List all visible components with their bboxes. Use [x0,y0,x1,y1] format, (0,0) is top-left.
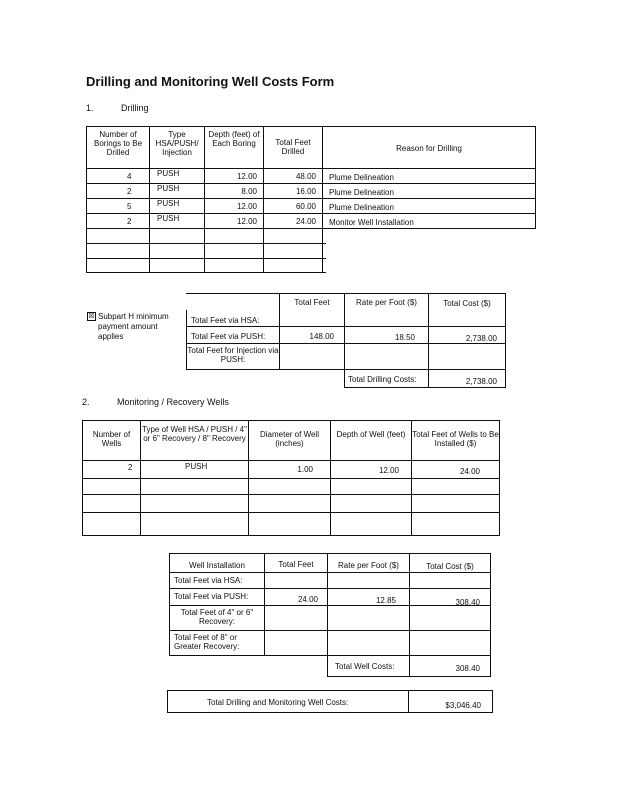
wells-cell-num: 2 [128,463,133,472]
drill-cost-feet-push: 148.00 [309,332,334,341]
drill-header-number: Number of Borings to Be Drilled [93,130,143,157]
wells-cell-type: PUSH [185,462,208,471]
drill-cell-type: PUSH [157,214,180,223]
subpart-h-checkbox[interactable]: ☒ [88,313,95,320]
total-drilling-costs-label: Total Drilling Costs: [348,375,417,384]
well-cost-feet-push: 24.00 [297,595,318,604]
drill-cost-total-push: 2,738.00 [465,334,497,343]
drill-cell-reason: Plume Delineation [329,203,394,212]
drill-cell-num: 2 [127,187,132,196]
drill-cost-label-push: Total Feet via PUSH: [191,332,266,341]
drill-cost-header-feet: Total Feet [294,298,330,307]
well-cost-header-cost: Total Cost ($) [426,562,474,571]
well-cost-header-feet: Total Feet [278,560,314,569]
drill-cell-depth: 12.00 [236,202,257,211]
wells-cell-diameter: 1.00 [297,465,313,474]
drill-cell-num: 2 [127,217,132,226]
well-cost-label-hsa: Total Feet via HSA: [174,576,243,585]
drill-cell-depth: 12.00 [236,217,257,226]
drill-header-total-feet: Total Feet Drilled [275,138,311,156]
drill-cell-reason: Plume Delineation [329,188,394,197]
drill-cell-num: 5 [127,202,132,211]
well-cost-header-installation: Well Installation [189,561,245,570]
wells-header-type: Type of Well HSA / PUSH / 4" or 6" Recovery / 8" Recovery [142,425,247,443]
well-cost-label-8: Total Feet of 8" or Greater Recovery: [174,633,240,651]
section-2-title: Monitoring / Recovery Wells [117,397,229,407]
drill-cost-header-cost: Total Cost ($) [443,299,491,308]
drill-cell-num: 4 [127,172,132,181]
wells-header-number: Number of Wells [92,430,131,448]
grand-total-label: Total Drilling and Monitoring Well Costs: [207,698,349,707]
drill-cell-depth: 12.00 [236,172,257,181]
drill-header-type: Type HSA/PUSH/ Injection [155,130,199,157]
drill-cost-label-injection: Total Feet for Injection via PUSH: [187,346,279,364]
drill-cell-total: 60.00 [295,202,316,211]
drill-cell-total: 24.00 [295,217,316,226]
drill-cost-rate-push: 18.50 [394,333,415,342]
section-1-number: 1. [86,103,94,113]
drill-header-reason: Reason for Drilling [396,144,462,153]
wells-header-diameter: Diameter of Well (inches) [260,430,319,448]
drill-cell-reason: Plume Delineation [329,173,394,182]
drill-header-depth: Depth (feet) of Each Boring [208,130,260,148]
drill-cell-type: PUSH [157,169,180,178]
well-cost-label-push: Total Feet via PUSH: [174,592,249,601]
section-1-title: Drilling [121,103,149,113]
wells-cell-total: 24.00 [459,467,480,476]
wells-header-depth: Depth of Well (feet) [336,430,406,439]
drill-cell-depth: 8.00 [241,187,257,196]
well-cost-total-push: 308.40 [455,598,480,607]
wells-cell-depth: 12.00 [378,466,399,475]
well-cost-header-rate: Rate per Foot ($) [338,561,399,570]
wells-header-total: Total Feet of Wells to Be Installed ($) [412,430,499,448]
drill-cost-label-hsa: Total Feet via HSA: [191,316,260,325]
section-2-number: 2. [82,397,90,407]
total-well-costs-value: 308.40 [455,664,480,673]
drill-cell-total: 48.00 [295,172,316,181]
subpart-h-note: Subpart H minimum payment amount applies [98,312,169,341]
total-well-costs-label: Total Well Costs: [335,662,395,671]
drill-cell-reason: Monitor Well Installation [329,218,414,227]
drill-cell-total: 16.00 [295,187,316,196]
total-drilling-costs-value: 2,738.00 [465,377,497,386]
drill-cell-type: PUSH [157,199,180,208]
grand-total-value: $3,046.40 [445,701,481,710]
well-cost-rate-push: 12.85 [375,596,396,605]
form-title: Drilling and Monitoring Well Costs Form [86,74,335,89]
drill-cost-header-rate: Rate per Foot ($) [356,298,417,307]
drill-cell-type: PUSH [157,184,180,193]
well-cost-label-4-6: Total Feet of 4" or 6" Recovery: [180,608,254,626]
